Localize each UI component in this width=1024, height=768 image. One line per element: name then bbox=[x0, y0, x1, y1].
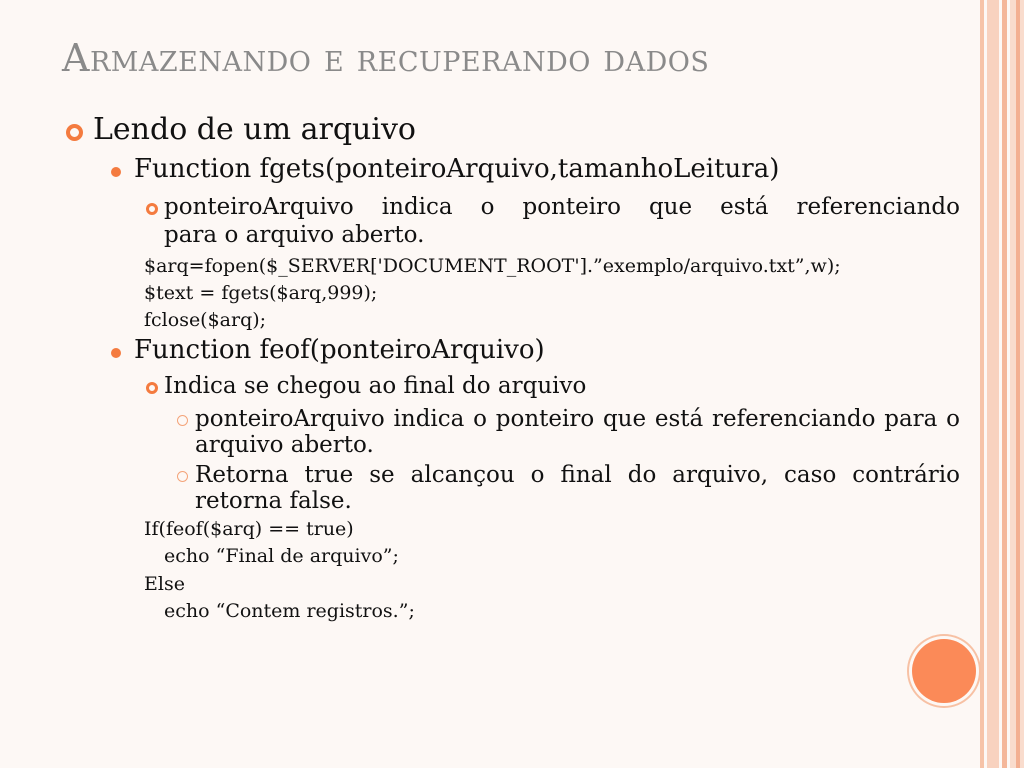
bullet-dot-icon bbox=[111, 348, 121, 358]
feof-param-line2: arquivo aberto. bbox=[195, 432, 374, 458]
decorative-circle bbox=[912, 639, 976, 703]
code-line: $arq=fopen($_SERVER['DOCUMENT_ROOT'].”exemplo/arquivo.txt”,w); bbox=[144, 255, 841, 277]
code-line: If(feof($arq) == true) bbox=[144, 518, 354, 540]
bullet-small-ring-icon bbox=[177, 471, 188, 482]
decorative-stripe bbox=[980, 0, 984, 768]
feof-return-line1: Retorna true se alcançou o final do arquivo, caso contrário bbox=[195, 462, 960, 488]
feof-param-line1: ponteiroArquivo indica o ponteiro que está referenciando para o bbox=[195, 406, 960, 432]
code-line: echo “Final de arquivo”; bbox=[164, 545, 399, 567]
code-line: echo “Contem registros.”; bbox=[164, 600, 415, 622]
bullet-dot-icon bbox=[111, 167, 121, 177]
decorative-stripe bbox=[1002, 0, 1007, 768]
feof-desc: Indica se chegou ao final do arquivo bbox=[164, 373, 587, 399]
code-line: $text = fgets($arq,999); bbox=[144, 282, 378, 304]
bullet-lendo-arquivo: Lendo de um arquivo bbox=[93, 112, 416, 147]
bullet-function-fgets: Function fgets(ponteiroArquivo,tamanhoLeitura) bbox=[134, 154, 780, 184]
decorative-stripe bbox=[1016, 0, 1020, 768]
decorative-stripe bbox=[987, 0, 999, 768]
feof-return-line2: retorna false. bbox=[195, 488, 352, 514]
code-line: fclose($arq); bbox=[144, 309, 267, 331]
bullet-ring-icon bbox=[146, 203, 158, 215]
bullet-function-feof: Function feof(ponteiroArquivo) bbox=[134, 335, 545, 365]
fgets-desc-line1: ponteiroArquivo indica o ponteiro que está referenciando bbox=[164, 194, 960, 220]
bullet-ring-icon bbox=[146, 382, 158, 394]
bullet-ring-icon bbox=[66, 124, 83, 141]
fgets-desc-line2: para o arquivo aberto. bbox=[164, 222, 425, 248]
code-line: Else bbox=[144, 573, 185, 595]
bullet-small-ring-icon bbox=[177, 415, 188, 426]
slide-title: Armazenando e recuperando dados bbox=[62, 36, 710, 80]
